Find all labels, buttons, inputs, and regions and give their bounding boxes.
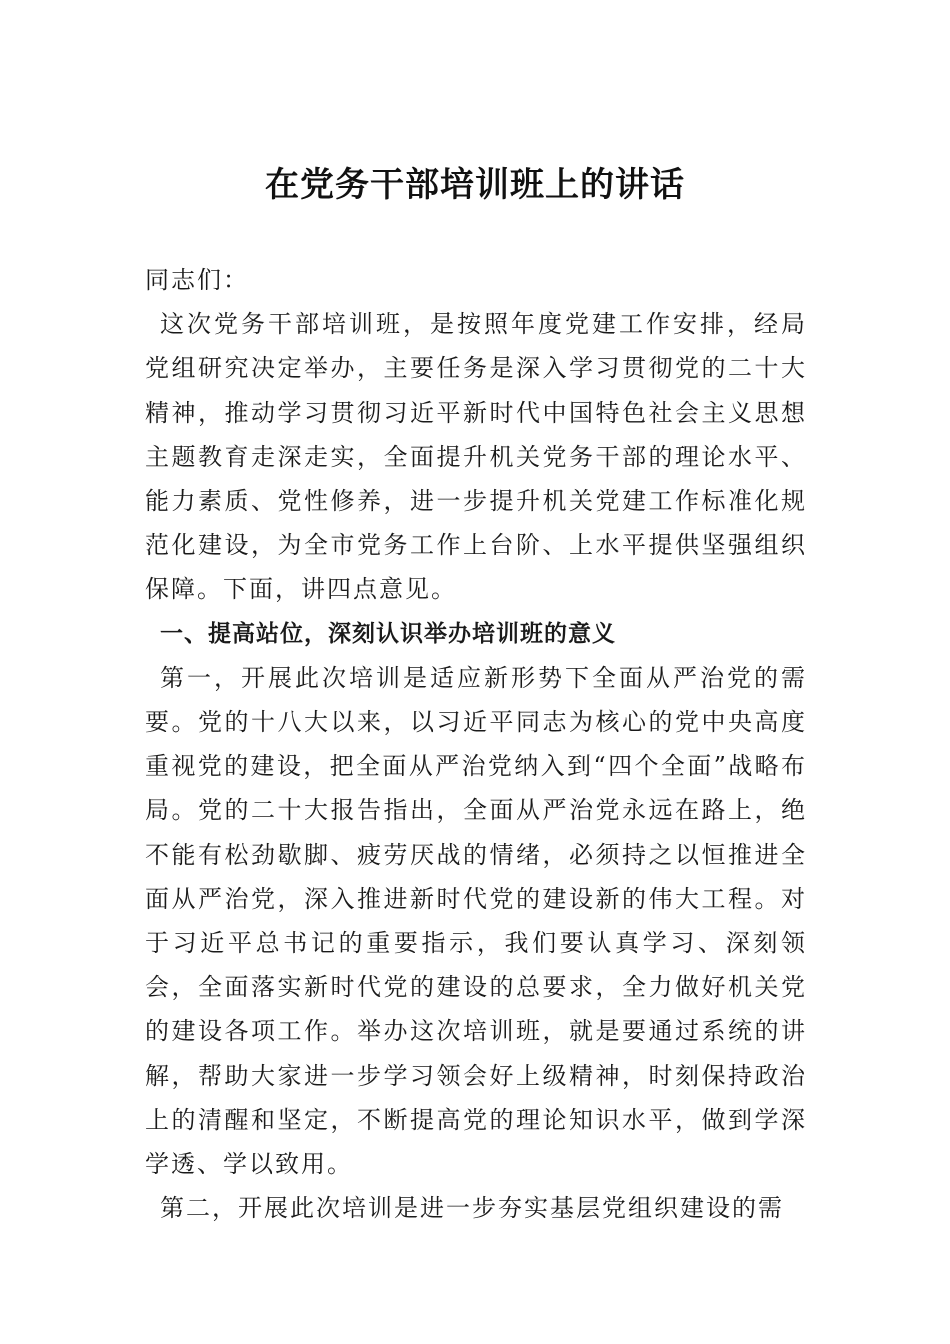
greeting: 同志们： xyxy=(145,266,249,294)
section-heading-1: 一、提高站位，深刻认识举办培训班的意义 xyxy=(160,620,616,647)
document-body xyxy=(145,258,807,1230)
intro-paragraph: 这次党务干部培训班，是按照年度党建工作安排，经局党组研究决定举办，主要任务是深入学习贯彻党的二十大精神，推动学习贯彻习近平新时代中国特色社会主义思想主题教育走深走实，全面提升机关党务干部的理论水平、能力素质、党性修养，进一步提升机关党建工作标准化规范化建设，为全市党务工作上台阶、上水平提供坚强组织保障。下面，讲四点意见。 xyxy=(145,310,807,604)
document-title: 在党务干部培训班上的讲话 xyxy=(265,165,685,205)
paragraph-second: 第二，开展此次培训是进一步夯实基层党组织建设的需 xyxy=(160,1194,784,1223)
paragraph-first: 第一，开展此次培训是适应新形势下全面从严治党的需要。党的十八大以来，以习近平同志为核心的党中央高度重视党的建设，把全面从严治党纳入到“四个全面”战略布局。党的二十大报告指出，全面从严治党永远在路上，绝不能有松劲歇脚、疲劳厌战的情绪，必须持之以恒推进全面从严治党，深入推进新时代党的建设新的伟大工程。对于习近平总书记的重要指示，我们要认真学习、深刻领会，全面落实新时代党的建设的总要求，全力做好机关党的建设各项工作。举办这次培训班，就是要通过系统的讲解，帮助大家进一步学习领会好上级精神，时刻保持政治上的清醒和坚定，不断提高党的理论知识水平，做到学深学透、学以致用。 xyxy=(145,663,807,1179)
